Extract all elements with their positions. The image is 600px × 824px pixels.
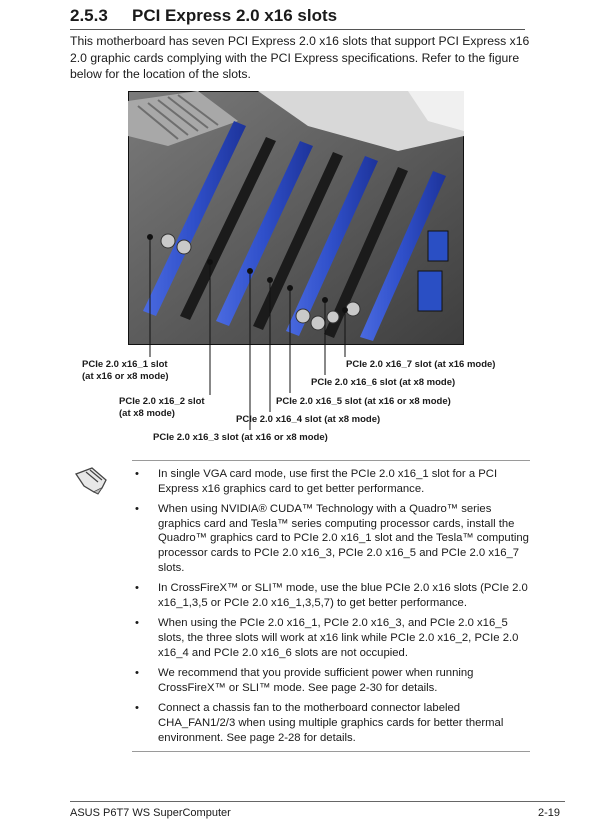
callout-slot-6 (311, 377, 455, 389)
bullet: • (135, 702, 139, 715)
note-item: • In CrossFireX™ or SLI™ mode, use the blue PCIe 2.0 x16 slots (PCIe 2.0 x16_1,3,5 or PCIe 2.0 x16_1,3,5,7) to get better performance. (135, 582, 528, 609)
note-item: • When using the PCIe 2.0 x16_1, PCIe 2.0 x16_3, and PCIe 2.0 x16_5 slots, the three slots will work at x16 link while PCIe 2.0 x16_2, PCIe 2.0 x16_4 and PCIe 2.0 x16_6 slots are not occupied. (135, 617, 519, 659)
notes-box (132, 460, 530, 752)
bullet: • (135, 503, 139, 516)
bullet: • (135, 468, 139, 480)
bullet: • (135, 617, 139, 630)
footer-manual-title: ASUS P6T7 WS SuperComputer (70, 807, 231, 819)
intro-paragraph: This motherboard has seven PCI Express 2.0 x16 slots that support PCI Express x16 2.0 graphic cards complying with the PCI Express specifications. Refer to the figure below for the location of the slots. (70, 34, 530, 81)
callout-slot-7 (346, 359, 495, 371)
callout-label: PCIe 2.0 x16_6 slot (311, 377, 397, 388)
callout-mode: (at x8 mode) (324, 414, 381, 425)
motherboard-slots-photo (128, 91, 464, 345)
callout-label: PCIe 2.0 x16_2 slot (119, 396, 205, 407)
bullet: • (135, 582, 139, 595)
section-heading (70, 6, 337, 26)
note-item: • We recommend that you provide sufficient power when running CrossFireX™ or SLI™ mode. See page 2-30 for details. (135, 667, 474, 694)
note-item: • When using NVIDIA® CUDA™ Technology with a Quadro™ series graphics card and Tesla™ series computing processor cards, install the Quadro™ graphics card to PCIe 2.0 x16_1 slot and the Tesla™ computing processor cards to PCIe 2.0 x16_3, PCIe 2.0 x16_5 and PCIe 2.0 x16_7 slots. (135, 503, 529, 574)
section-number: 2.5.3 (70, 6, 108, 25)
section-title: PCI Express 2.0 x16 slots (132, 6, 338, 25)
note-item: • In single VGA card mode, use first the PCIe 2.0 x16_1 slot for a PCI Express x16 graphics card to get better performance. (135, 468, 498, 495)
footer-page-number: 2-19 (537, 807, 560, 819)
callout-slot-5 (276, 396, 451, 408)
note-hand-icon (72, 462, 114, 496)
callout-mode: (at x8 mode) (399, 377, 456, 388)
callout-mode: (at x16 or x8 mode) (241, 432, 328, 443)
callout-slot-4 (236, 414, 380, 426)
callout-slot-2 (119, 396, 205, 420)
callout-slot-3 (153, 432, 328, 444)
heading-divider (70, 29, 525, 30)
callout-slot-1 (82, 359, 169, 383)
callout-mode: (at x8 mode) (119, 408, 175, 419)
callout-mode: (at x16 or x8 mode) (82, 371, 169, 382)
callout-mode: (at x16 or x8 mode) (364, 396, 451, 407)
callout-mode: (at x16 mode) (434, 359, 496, 370)
callout-label: PCIe 2.0 x16_1 slot (82, 359, 168, 370)
bullet: • (135, 667, 139, 680)
callout-label: PCIe 2.0 x16_7 slot (346, 359, 432, 370)
callout-label: PCIe 2.0 x16_5 slot (276, 396, 362, 407)
note-item: • Connect a chassis fan to the motherboard connector labeled CHA_FAN1/2/3 when using multiple graphics cards for better thermal environment. See page 2-28 for details. (135, 702, 504, 744)
notes-list (132, 467, 530, 745)
callout-label: PCIe 2.0 x16_4 slot (236, 414, 322, 425)
footer-divider (70, 801, 565, 802)
callout-label: PCIe 2.0 x16_3 slot (153, 432, 239, 443)
